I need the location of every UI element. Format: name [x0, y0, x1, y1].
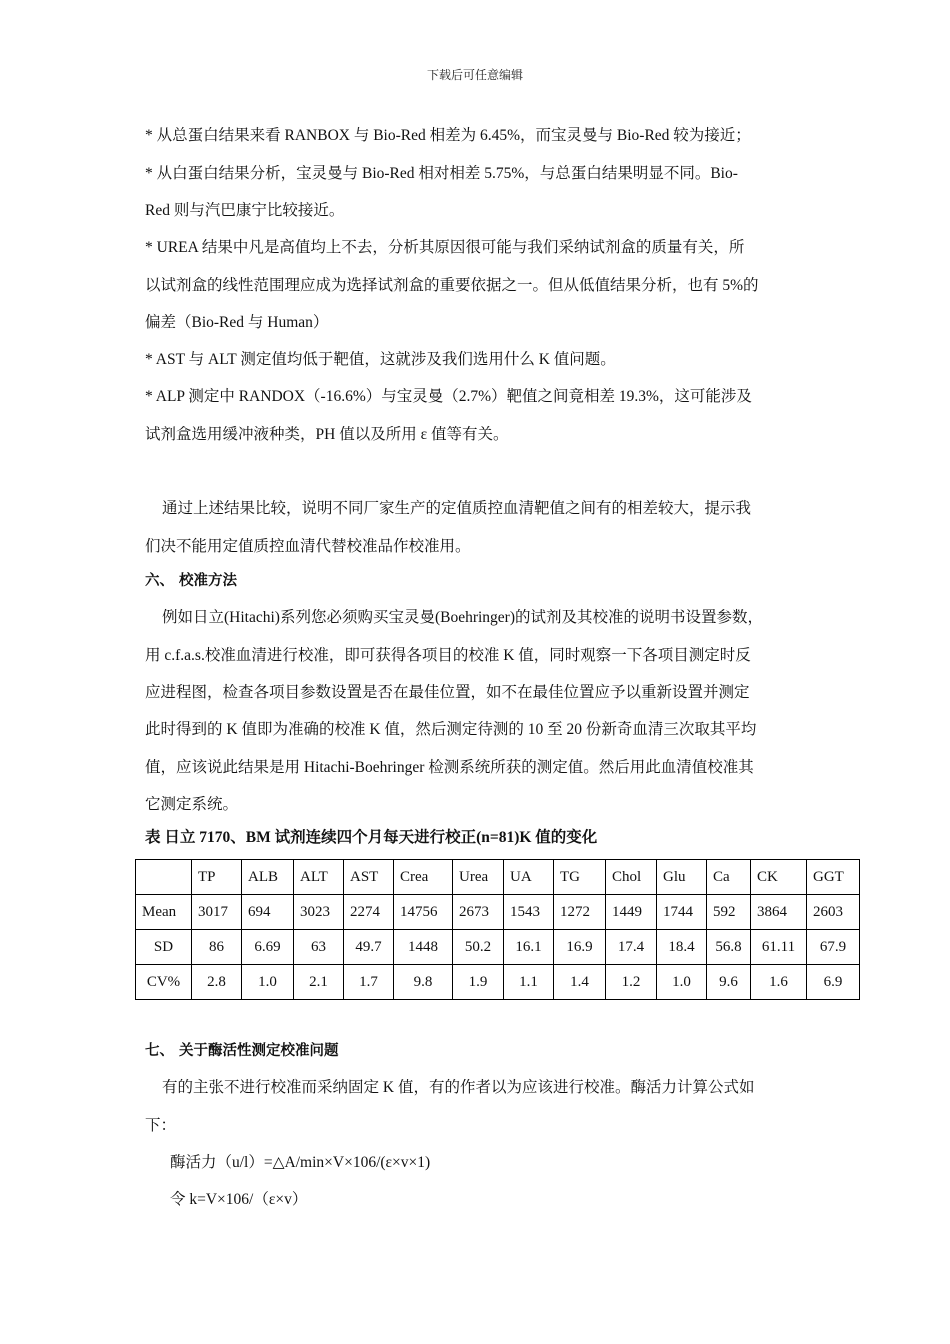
table-cell: 86: [192, 930, 242, 965]
table-header-row: [136, 860, 860, 895]
table-cell: 2.8: [192, 965, 242, 1000]
table-cell: 1.0: [657, 965, 707, 1000]
table-cell: 1272: [554, 895, 606, 930]
header-cell: UA: [504, 860, 554, 895]
table-cell: 1.6: [751, 965, 807, 1000]
table-cell: 2673: [453, 895, 504, 930]
text-line: 它测定系统。: [145, 796, 239, 813]
header-cell: Glu: [657, 860, 707, 895]
table-cell: 17.4: [606, 930, 657, 965]
table-cell: 1.1: [504, 965, 554, 1000]
text-line: 例如日立(Hitachi)系列您必须购买宝灵曼(Boehringer)的试剂及其校准的说明书设置参数，: [162, 609, 763, 626]
table-cell: 3017: [192, 895, 242, 930]
table-cell: 1.2: [606, 965, 657, 1000]
table-cell: 3023: [294, 895, 344, 930]
text-line: * AST 与 ALT 测定值均低于靶值，这就涉及我们选用什么 K 值问题。: [145, 351, 616, 368]
table-row: [136, 965, 860, 1000]
text-line: Red 则与汽巴康宁比较接近。: [145, 202, 345, 219]
text-line: 以试剂盒的线性范围理应成为选择试剂盒的重要依据之一。但从低值结果分析，也有 5%的: [145, 277, 759, 294]
table-cell: 2274: [344, 895, 394, 930]
table-row: [136, 930, 860, 965]
table-cell: 14756: [394, 895, 453, 930]
text-line: 此时得到的 K 值即为准确的校准 K 值，然后测定待测的 10 至 20 份新奇血清三次取其平均: [145, 721, 757, 738]
table-cell: 1744: [657, 895, 707, 930]
text-line: 应进程图，检查各项目参数设置是否在最佳位置，如不在最佳位置应予以重新设置并测定: [145, 684, 750, 701]
table-cell: 3864: [751, 895, 807, 930]
text-line: * UREA 结果中凡是高值均上不去，分析其原因很可能与我们采纳试剂盒的质量有关，所: [145, 239, 745, 256]
header-cell: TG: [554, 860, 606, 895]
text-line: 通过上述结果比较，说明不同厂家生产的定值质控血清靶值之间有的相差较大，提示我: [162, 500, 752, 517]
header-cell: [136, 860, 192, 895]
table-cell: 9.6: [707, 965, 751, 1000]
table-cell: 1.4: [554, 965, 606, 1000]
header-cell: CK: [751, 860, 807, 895]
formula-line: 令 k=V×106/（ε×v）: [170, 1191, 308, 1208]
table-caption: 表 日立 7170、BM 试剂连续四个月每天进行校正(n=81)K 值的变化: [145, 829, 598, 846]
row-label-cell: Mean: [136, 895, 192, 930]
text-line: 值，应该说此结果是用 Hitachi-Boehringer 检测系统所获的测定值。然后用此血清值校准其: [145, 759, 754, 776]
header-cell: ALB: [242, 860, 294, 895]
table-cell: 49.7: [344, 930, 394, 965]
header-cell: TP: [192, 860, 242, 895]
table-cell: 2603: [807, 895, 860, 930]
table-row: [136, 895, 860, 930]
table-cell: 16.1: [504, 930, 554, 965]
table-cell: 1543: [504, 895, 554, 930]
table-cell: 67.9: [807, 930, 860, 965]
header-cell: Urea: [453, 860, 504, 895]
header-cell: GGT: [807, 860, 860, 895]
table-cell: 1449: [606, 895, 657, 930]
row-label-cell: SD: [136, 930, 192, 965]
header-cell: AST: [344, 860, 394, 895]
k-value-table: [135, 859, 860, 1000]
table-cell: 6.69: [242, 930, 294, 965]
text-line: 们决不能用定值质控血清代替校准品作校准用。: [145, 538, 471, 555]
text-line: * 从白蛋白结果分析，宝灵曼与 Bio-Red 相对相差 5.75%，与总蛋白结果明显不同。Bio-: [145, 165, 738, 182]
text-line: * 从总蛋白结果来看 RANBOX 与 Bio-Red 相差为 6.45%，而宝灵曼与 Bio-Red 较为接近；: [145, 127, 751, 144]
table-cell: 16.9: [554, 930, 606, 965]
header-cell: ALT: [294, 860, 344, 895]
text-line: 用 c.f.a.s.校准血清进行校准，即可获得各项目的校准 K 值，同时观察一下各项目测定时反: [145, 647, 751, 664]
row-label-cell: CV%: [136, 965, 192, 1000]
table-cell: 18.4: [657, 930, 707, 965]
table-cell: 694: [242, 895, 294, 930]
table-cell: 63: [294, 930, 344, 965]
table-cell: 1.9: [453, 965, 504, 1000]
table-cell: 6.9: [807, 965, 860, 1000]
table-cell: 1.7: [344, 965, 394, 1000]
table-cell: 2.1: [294, 965, 344, 1000]
section-heading: 七、 关于酶活性测定校准问题: [145, 1043, 339, 1059]
formula-line: 酶活力（u/l）=△A/min×V×106/(ε×v×1): [170, 1154, 431, 1171]
table-cell: 1.0: [242, 965, 294, 1000]
table-cell: 592: [707, 895, 751, 930]
header-cell: Chol: [606, 860, 657, 895]
header-cell: Crea: [394, 860, 453, 895]
text-line: * ALP 测定中 RANDOX（-16.6%）与宝灵曼（2.7%）靶值之间竟相差 19.3%，这可能涉及: [145, 388, 752, 405]
table-cell: 9.8: [394, 965, 453, 1000]
text-line: 有的主张不进行校准而采纳固定 K 值，有的作者以为应该进行校准。酶活力计算公式如: [162, 1079, 755, 1096]
section-heading: 六、 校准方法: [145, 573, 238, 589]
text-line: 偏差（Bio-Red 与 Human）: [145, 314, 329, 331]
header-cell: Ca: [707, 860, 751, 895]
table-cell: 50.2: [453, 930, 504, 965]
text-line: 试剂盒选用缓冲液种类，PH 值以及所用 ε 值等有关。: [145, 426, 509, 443]
table-cell: 56.8: [707, 930, 751, 965]
table-cell: 1448: [394, 930, 453, 965]
table-cell: 61.11: [751, 930, 807, 965]
page-header: 下载后可任意编辑: [426, 68, 523, 82]
text-line: 下：: [145, 1117, 177, 1134]
